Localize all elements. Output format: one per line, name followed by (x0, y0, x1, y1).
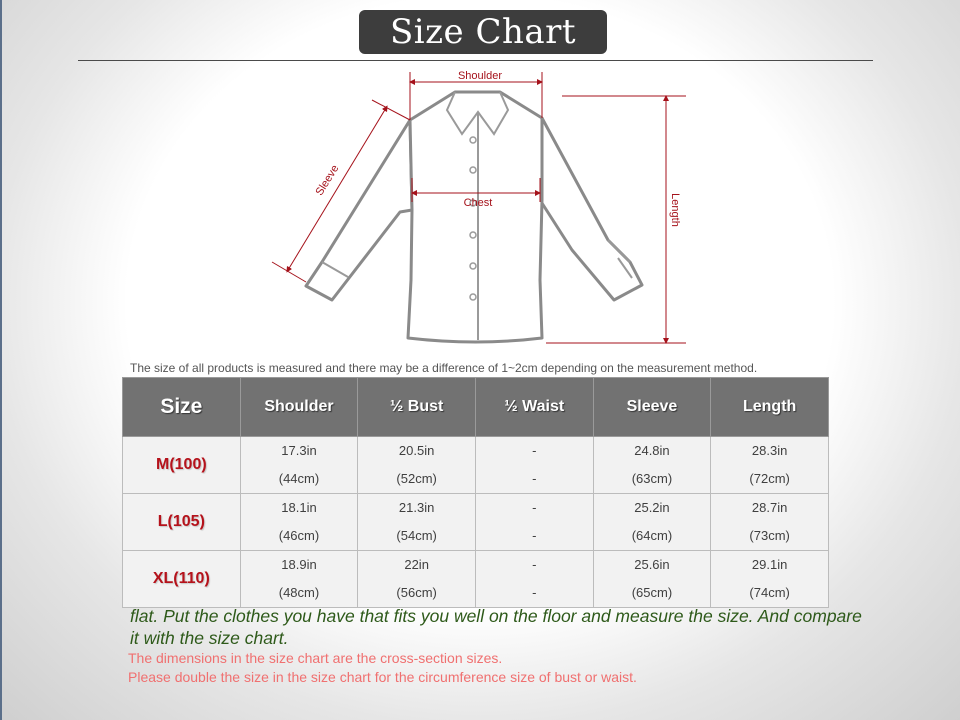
cm-value: (52cm) (396, 471, 437, 486)
cm-value: - (532, 528, 537, 543)
inch-value: 28.7in (751, 500, 788, 515)
cell-sleeve (593, 551, 711, 608)
measuring-instructions: flat. Put the clothes you have that fits you well on the floor and measure the size. And compare it with the size chart. (130, 606, 862, 648)
cell-shoulder (240, 437, 358, 494)
cm-value: (54cm) (396, 528, 437, 543)
cell-sleeve (593, 437, 711, 494)
cell-half-waist (475, 437, 593, 494)
size-xl: XL(110) (123, 551, 241, 608)
size-l: L(105) (123, 494, 241, 551)
cm-value: (64cm) (631, 528, 673, 543)
cell-length (711, 437, 829, 494)
inch-value: 28.3in (751, 443, 788, 458)
length-label: Length (669, 193, 681, 227)
inch-value: - (532, 500, 537, 515)
header-shoulder: Shoulder (240, 378, 358, 437)
inch-value: 18.1in (281, 500, 317, 515)
cell-half-waist (475, 551, 593, 608)
inch-value: - (532, 557, 537, 572)
cm-value: (63cm) (631, 471, 673, 486)
measurement-note: The size of all products is measured and there may be a difference of 1~2cm depending on the measurement method. (130, 361, 758, 375)
cell-half-bust (358, 551, 476, 608)
table-row (123, 494, 829, 551)
header-length: Length (711, 378, 829, 437)
inch-value: 24.8in (634, 443, 670, 458)
table-header-row (123, 378, 829, 437)
cm-value: (72cm) (749, 471, 790, 486)
cell-half-bust (358, 437, 476, 494)
chest-label: Chest (463, 197, 493, 209)
cm-value: (74cm) (749, 585, 790, 600)
cm-value: - (532, 585, 537, 600)
cm-value: (65cm) (631, 585, 673, 600)
cm-value: (46cm) (278, 528, 320, 543)
cell-half-bust (358, 494, 476, 551)
header-sleeve: Sleeve (593, 378, 711, 437)
shirt-outline (306, 92, 642, 342)
inch-value: 25.2in (634, 500, 670, 515)
size-table (122, 377, 829, 608)
cell-shoulder (240, 494, 358, 551)
cm-value: - (532, 471, 537, 486)
cm-value: (56cm) (396, 585, 437, 600)
cell-sleeve (593, 494, 711, 551)
page-title: Size Chart (359, 10, 607, 54)
cell-shoulder (240, 551, 358, 608)
cm-value: (73cm) (749, 528, 790, 543)
inch-value: 29.1in (751, 557, 788, 572)
inch-value: 17.3in (281, 443, 317, 458)
size-m: M(100) (123, 437, 241, 494)
inch-value: 20.5in (398, 443, 435, 458)
cm-value: (44cm) (278, 471, 320, 486)
inch-value: 18.9in (281, 557, 317, 572)
cell-half-waist (475, 494, 593, 551)
inch-value: - (532, 443, 537, 458)
inch-value: 22in (404, 557, 429, 572)
footnote-cross-section: The dimensions in the size chart are the cross-section sizes. (128, 650, 503, 666)
shoulder-label: Shoulder (457, 70, 503, 82)
cell-length (711, 551, 829, 608)
sleeve-label: Sleeve (313, 162, 342, 198)
footnote-circumference: Please double the size in the size chart for the circumference size of bust or waist. (128, 669, 637, 685)
header-half-waist: ½ Waist (475, 378, 593, 437)
header-size: Size (123, 378, 241, 437)
cell-length (711, 494, 829, 551)
table-row (123, 437, 829, 494)
inch-value: 21.3in (398, 500, 435, 515)
cm-value: (48cm) (278, 585, 320, 600)
inch-value: 25.6in (634, 557, 670, 572)
header-half-bust: ½ Bust (358, 378, 476, 437)
table-row (123, 551, 829, 608)
